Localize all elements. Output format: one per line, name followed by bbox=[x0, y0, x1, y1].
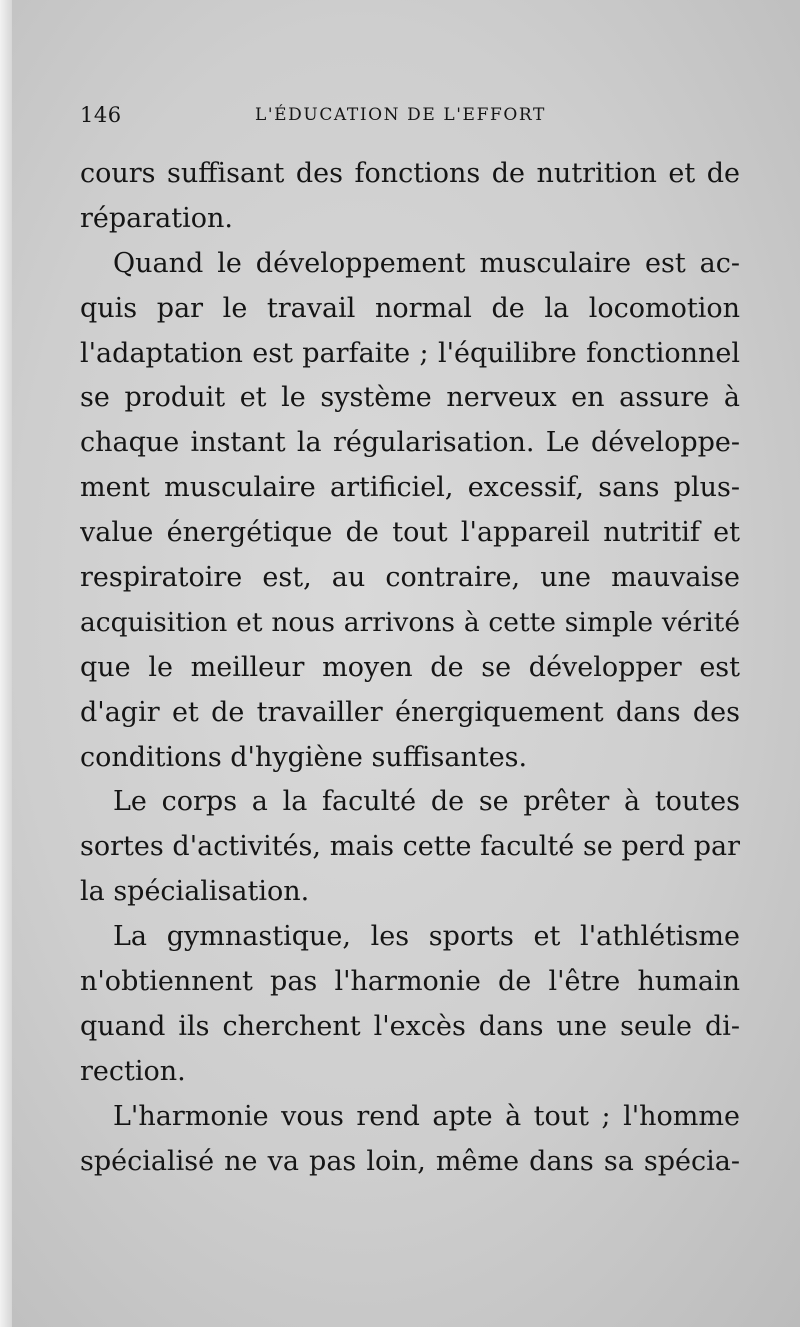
text-line: d'agir et de travailler énergiquement dans des bbox=[80, 696, 740, 728]
text-line: Le corps a la faculté de se prêter à toutes bbox=[113, 786, 740, 818]
text-line: se produit et le système nerveux en assure à bbox=[80, 382, 740, 414]
page-number: 146 bbox=[80, 103, 122, 127]
body-text bbox=[80, 152, 740, 1184]
running-title: L'ÉDUCATION DE L'EFFORT bbox=[255, 105, 546, 125]
text-line: value énergétique de tout l'appareil nutritif et bbox=[80, 517, 740, 549]
text-line: que le meilleur moyen de se développer est bbox=[80, 651, 740, 683]
text-line: conditions d'hygiène suffisantes. bbox=[80, 741, 528, 773]
text-line: n'obtiennent pas l'harmonie de l'être humain bbox=[80, 966, 740, 998]
text-line: cours suffisant des fonctions de nutrition et de bbox=[80, 158, 740, 189]
text-line: spécialisé ne va pas loin, même dans sa spécia- bbox=[80, 1145, 740, 1177]
text-line: quand ils cherchent l'excès dans une seule di- bbox=[80, 1010, 740, 1042]
text-line: chaque instant la régularisation. Le développe- bbox=[80, 427, 740, 459]
page-left-edge bbox=[0, 0, 12, 1327]
text-line: sortes d'activités, mais cette faculté se perd par bbox=[80, 831, 740, 863]
page-header bbox=[80, 103, 740, 133]
text-line: réparation. bbox=[80, 202, 233, 234]
text-line: la spécialisation. bbox=[80, 876, 310, 908]
text-line: ment musculaire artificiel, excessif, sans plus- bbox=[80, 472, 740, 504]
text-line: respiratoire est, au contraire, une mauvaise bbox=[80, 562, 740, 594]
text-line: l'adaptation est parfaite ; l'équilibre fonctionnel bbox=[80, 337, 740, 369]
text-line: rection. bbox=[80, 1055, 186, 1087]
text-line: quis par le travail normal de la locomotion bbox=[80, 292, 740, 324]
text-line: Quand le développement musculaire est ac- bbox=[113, 247, 740, 279]
text-line: La gymnastique, les sports et l'athlétisme bbox=[113, 921, 740, 953]
text-line: acquisition et nous arrivons à cette simple vérité bbox=[80, 606, 740, 638]
text-line: L'harmonie vous rend apte à tout ; l'homme bbox=[113, 1100, 740, 1132]
